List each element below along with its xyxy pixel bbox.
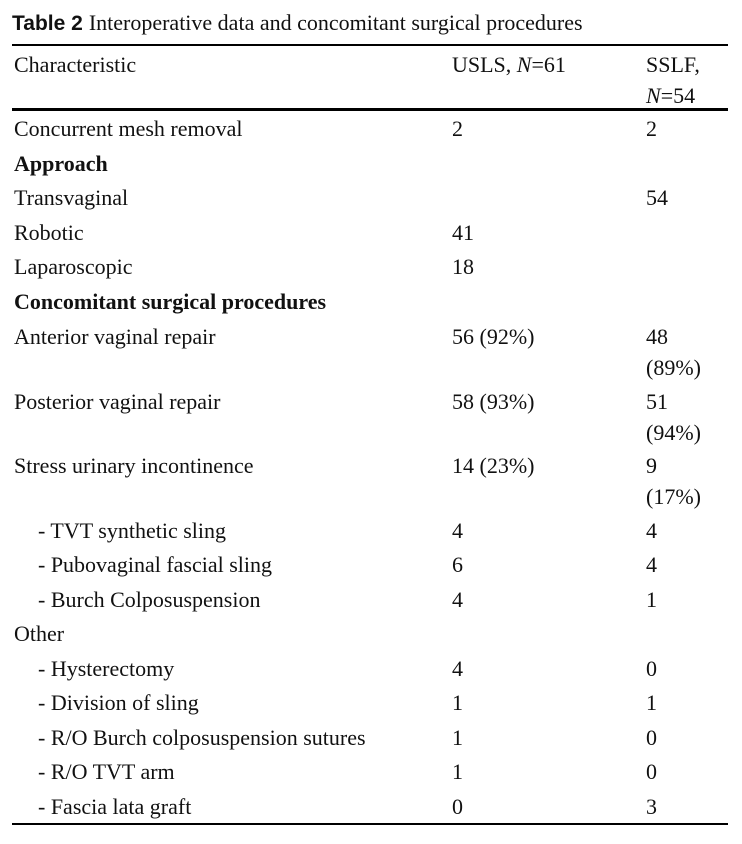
bottom-rule <box>12 823 728 825</box>
row-usls: 1 <box>452 725 463 750</box>
row-sslf: 0 <box>646 656 657 681</box>
row-sslf: 1 <box>646 690 657 715</box>
row-sslf: 4 <box>646 552 657 577</box>
row-label: - R/O Burch colposuspension sutures <box>38 725 366 750</box>
row-usls: 6 <box>452 552 463 577</box>
top-rule <box>12 44 728 46</box>
row-label: - Hysterectomy <box>38 656 175 681</box>
header-characteristic: Characteristic <box>14 52 137 77</box>
row-usls: 41 <box>452 220 474 245</box>
table-label: Table 2 <box>12 12 83 35</box>
row-usls: 4 <box>452 587 463 612</box>
header-usls: USLS, N=61 <box>452 52 566 77</box>
row-label: Anterior vaginal repair <box>14 324 216 349</box>
row-usls: 14 (23%) <box>452 453 535 478</box>
row-label: - Division of sling <box>38 690 199 715</box>
row-label: Stress urinary incontinence <box>14 453 254 478</box>
row-usls: 18 <box>452 254 474 279</box>
row-sslf: 51 (94%) <box>646 389 701 445</box>
row-label: Posterior vaginal repair <box>14 389 221 414</box>
header-rule <box>12 108 728 111</box>
row-sslf: 4 <box>646 518 657 543</box>
row-label: - TVT synthetic sling <box>38 518 227 543</box>
row-usls: 1 <box>452 759 463 784</box>
row-label: - Burch Colposuspension <box>38 587 261 612</box>
table-caption <box>12 10 583 36</box>
row-sslf: 3 <box>646 794 657 819</box>
row-label: Concurrent mesh removal <box>14 116 243 141</box>
row-usls: 1 <box>452 690 463 715</box>
row-label: - Fascia lata graft <box>38 794 192 819</box>
row-usls: 0 <box>452 794 463 819</box>
header-sslf: SSLF, N=54 <box>646 52 700 108</box>
row-label: - R/O TVT arm <box>38 759 175 784</box>
table-title: Interoperative data and concomitant surgical procedures <box>88 10 583 35</box>
row-usls: 58 (93%) <box>452 389 535 414</box>
row-label: Transvaginal <box>14 185 129 210</box>
row-label: Robotic <box>14 220 84 245</box>
row-sslf: 48 (89%) <box>646 324 701 380</box>
section-heading: Approach <box>14 151 108 176</box>
row-usls: 4 <box>452 518 463 543</box>
row-usls: 4 <box>452 656 463 681</box>
row-sslf: 54 <box>646 185 668 210</box>
row-label: Laparoscopic <box>14 254 133 279</box>
section-heading: Concomitant surgical procedures <box>14 289 327 314</box>
row-usls: 2 <box>452 116 463 141</box>
row-sslf: 0 <box>646 759 657 784</box>
row-sslf: 9 (17%) <box>646 453 701 509</box>
row-sslf: 2 <box>646 116 657 141</box>
row-sslf: 1 <box>646 587 657 612</box>
row-label: Other <box>14 621 65 646</box>
row-usls: 56 (92%) <box>452 324 535 349</box>
row-sslf: 0 <box>646 725 657 750</box>
row-label: - Pubovaginal fascial sling <box>38 552 273 577</box>
